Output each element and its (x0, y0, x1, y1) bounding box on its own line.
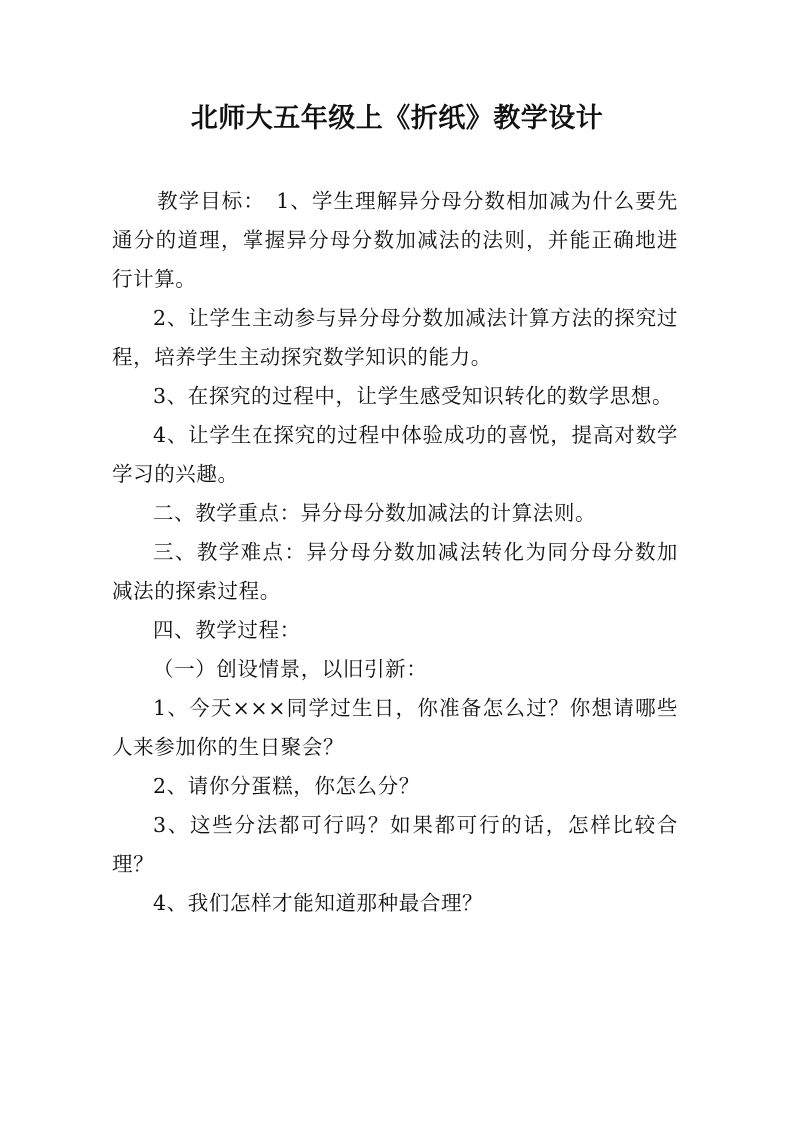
paragraph-objective-4: 4、让学生在探究的过程中体验成功的喜悦，提高对数学学习的兴趣。 (112, 423, 678, 486)
paragraph-question-4: 4、我们怎样才能知道那种最合理？ (153, 891, 484, 915)
paragraph-section-1: （一）创设情景，以旧引新： (153, 657, 428, 681)
paragraph-objective-2: 2、让学生主动参与异分母分数加减法计算方法的探究过程，培养学生主动探究数学知识的能力。 (112, 306, 678, 369)
paragraph-key-points: 二、教学重点：异分母分数加减法的计算法则。 (153, 501, 597, 525)
paragraph-objectives: 教学目标： 1、学生理解异分母分数相加减为什么要先通分的道理，掌握异分母分数加减法的法则，并能正确地进行计算。 (112, 189, 678, 291)
paragraph-difficulties: 三、教学难点：异分母分数加减法转化为同分母分数加减法的探索过程。 (112, 540, 678, 603)
paragraph-question-1: 1、今天×××同学过生日，你准备怎么过？你想请哪些人来参加你的生日聚会？ (112, 696, 678, 759)
document-body (112, 182, 678, 923)
paragraph-objective-3: 3、在探究的过程中，让学生感受知识转化的数学思想。 (153, 384, 674, 408)
paragraph-question-2: 2、请你分蛋糕，你怎么分？ (153, 774, 420, 798)
paragraph-process-heading: 四、教学过程： (153, 618, 301, 642)
paragraph-question-3: 3、这些分法都可行吗？如果都可行的话，怎样比较合理？ (112, 813, 678, 876)
document-title: 北师大五年级上《折纸》教学设计 (190, 103, 604, 134)
